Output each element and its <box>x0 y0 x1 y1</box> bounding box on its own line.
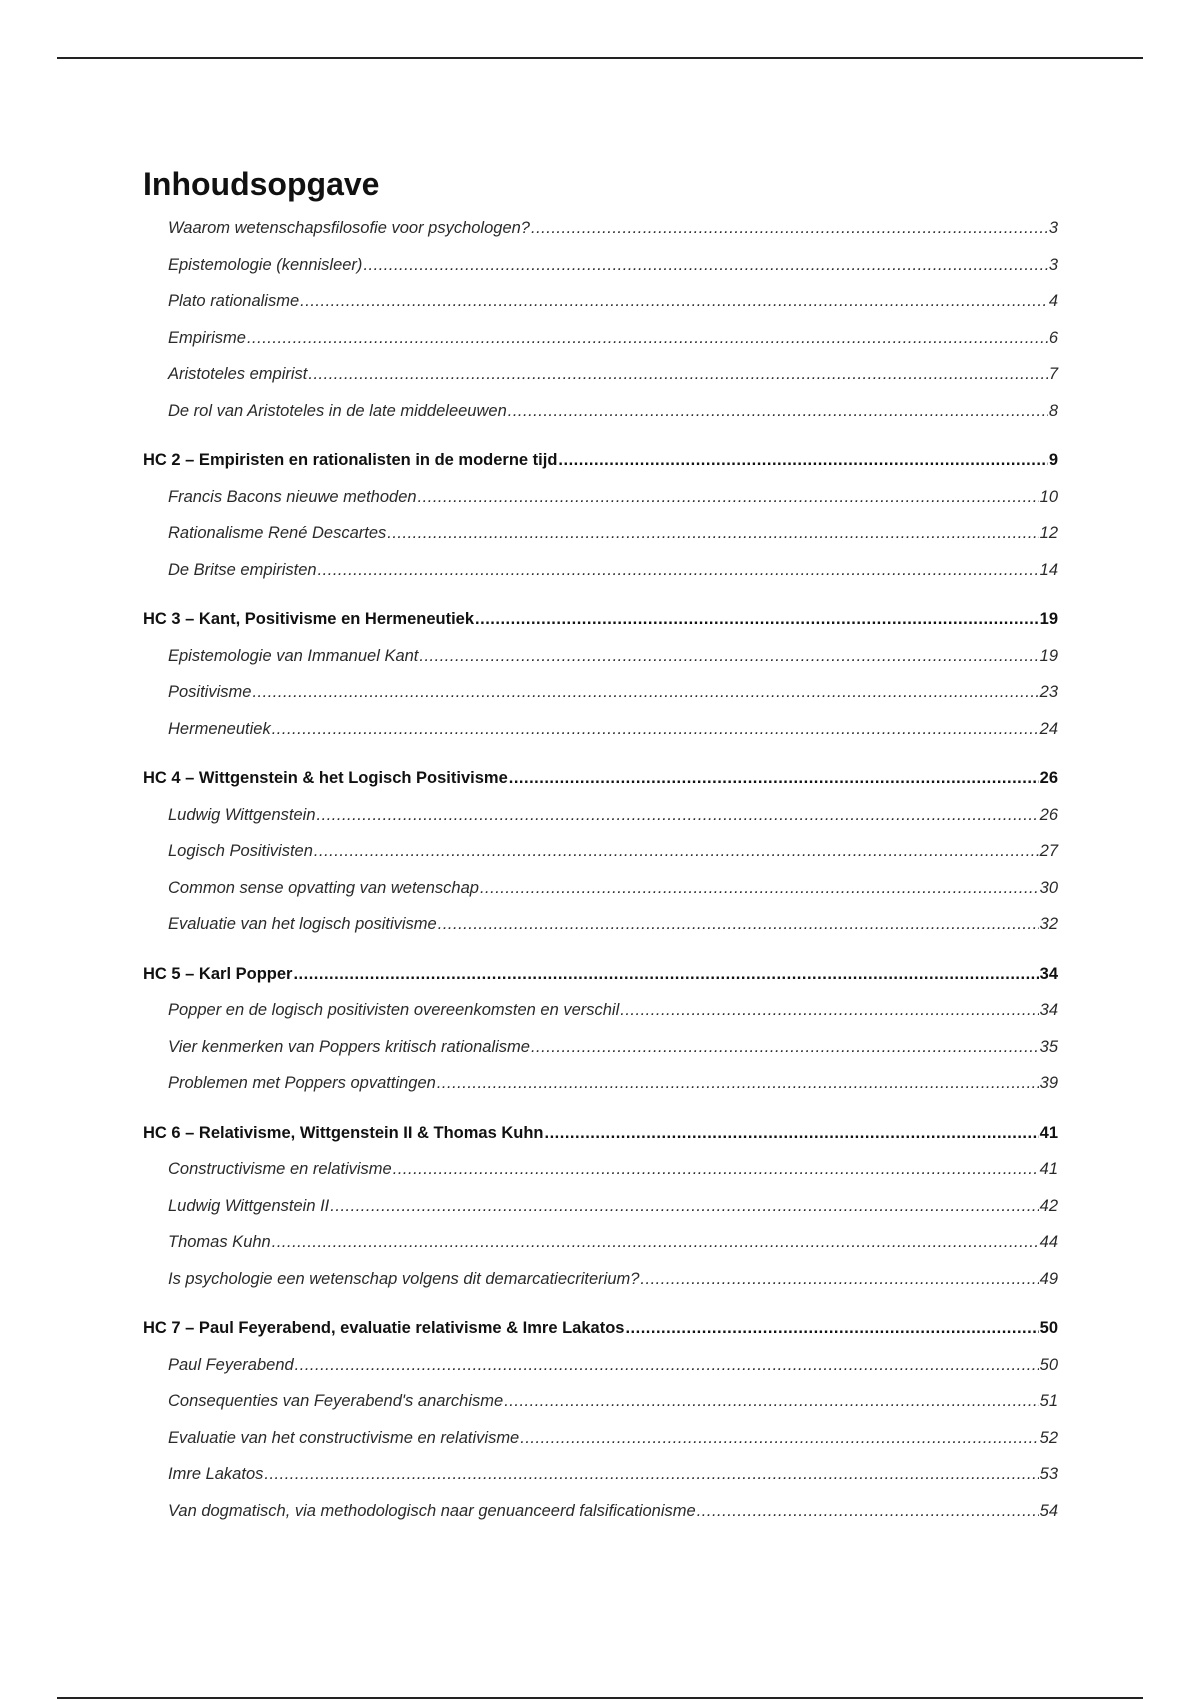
toc-entry-label: Popper en de logisch positivisten overeenkomsten en verschil <box>168 1001 620 1019</box>
dot-leader <box>640 1261 1038 1298</box>
toc-entry-page-number: 34 <box>1039 964 1058 983</box>
dot-leader <box>418 479 1039 516</box>
toc-section-link[interactable] <box>143 674 1058 711</box>
dot-leader <box>363 247 1047 284</box>
toc-section-link[interactable] <box>143 1383 1058 1420</box>
toc-chapter-link[interactable] <box>143 1310 1058 1347</box>
dot-leader <box>504 1383 1038 1420</box>
dot-leader <box>300 283 1048 320</box>
table-of-contents <box>143 164 1058 1529</box>
toc-entry-page-number: 3 <box>1048 219 1058 237</box>
toc-section-link[interactable] <box>143 210 1058 247</box>
toc-section-link[interactable] <box>143 479 1058 516</box>
toc-entry-page-number: 41 <box>1039 1160 1058 1178</box>
toc-entry-page-number: 4 <box>1048 292 1058 310</box>
toc-entry-label: HC 5 – Karl Popper <box>143 964 293 983</box>
toc-entry-page-number: 32 <box>1039 915 1058 933</box>
toc-entry-label: Problemen met Poppers opvattingen <box>168 1074 436 1092</box>
toc-entry-label: Logisch Positivisten <box>168 842 313 860</box>
toc-entry-page-number: 27 <box>1039 842 1058 860</box>
toc-entry-page-number: 26 <box>1039 805 1058 824</box>
toc-chapter-link[interactable] <box>143 601 1058 638</box>
toc-section-link[interactable] <box>143 833 1058 870</box>
toc-entry-label: Francis Bacons nieuwe methoden <box>168 487 417 506</box>
dot-leader <box>419 638 1038 675</box>
dot-leader <box>247 320 1048 357</box>
toc-entry-label: Aristoteles empirist <box>168 365 308 383</box>
toc-entry-label: Vier kenmerken van Poppers kritisch rationalisme <box>168 1037 530 1056</box>
toc-entry-page-number: 7 <box>1048 365 1058 383</box>
toc-entry-label: HC 6 – Relativisme, Wittgenstein II & Thomas Kuhn <box>143 1123 544 1142</box>
toc-section-link[interactable] <box>143 1347 1058 1384</box>
toc-chapter-link[interactable] <box>143 956 1058 993</box>
toc-entry-page-number: 30 <box>1039 878 1058 897</box>
toc-section-link[interactable] <box>143 906 1058 943</box>
footer-rule <box>57 1697 1143 1699</box>
toc-entry-label: Ludwig Wittgenstein <box>168 805 316 824</box>
toc-entry-page-number: 8 <box>1048 401 1058 420</box>
dot-leader <box>531 1029 1039 1066</box>
toc-section-link[interactable] <box>143 515 1058 552</box>
toc-chapter-link[interactable] <box>143 760 1058 797</box>
toc-entry-page-number: 14 <box>1039 560 1058 579</box>
toc-section-link[interactable] <box>143 1188 1058 1225</box>
dot-leader <box>308 356 1047 393</box>
toc-entry-page-number: 35 <box>1039 1037 1058 1056</box>
toc-entry-label: HC 4 – Wittgenstein & het Logisch Positivisme <box>143 769 508 787</box>
dot-leader <box>480 870 1039 907</box>
toc-section-link[interactable] <box>143 247 1058 284</box>
toc-section-link[interactable] <box>143 1261 1058 1298</box>
toc-entry-label: Plato rationalisme <box>168 292 300 310</box>
dot-leader <box>475 601 1039 638</box>
dot-leader <box>393 1151 1039 1188</box>
toc-title: Inhoudsopgave <box>143 166 380 202</box>
dot-leader <box>558 442 1047 479</box>
toc-entry-label: Consequenties van Feyerabend's anarchisme <box>168 1392 504 1410</box>
toc-entry-page-number: 19 <box>1039 646 1058 665</box>
toc-section-link[interactable] <box>143 283 1058 320</box>
toc-entry-label: Evaluatie van het constructivisme en relativisme <box>168 1428 520 1447</box>
toc-section-link[interactable] <box>143 1456 1058 1493</box>
dot-leader <box>438 906 1039 943</box>
toc-section-link[interactable] <box>143 1420 1058 1457</box>
toc-chapter-link[interactable] <box>143 1115 1058 1152</box>
dot-leader <box>317 797 1039 834</box>
toc-section-link[interactable] <box>143 552 1058 589</box>
dot-leader <box>272 711 1039 748</box>
dot-leader <box>295 1347 1039 1384</box>
toc-entry-page-number: 34 <box>1039 1001 1058 1019</box>
toc-entry-label: Rationalisme René Descartes <box>168 524 387 542</box>
dot-leader <box>531 210 1048 247</box>
toc-section-link[interactable] <box>143 797 1058 834</box>
toc-section-link[interactable] <box>143 1151 1058 1188</box>
toc-section-link[interactable] <box>143 870 1058 907</box>
toc-entry-page-number: 26 <box>1039 769 1058 787</box>
toc-entry-label: Paul Feyerabend <box>168 1355 294 1374</box>
dot-leader <box>387 515 1038 552</box>
dot-leader <box>620 992 1038 1029</box>
toc-entry-page-number: 12 <box>1039 524 1058 542</box>
toc-entries <box>143 210 1058 1529</box>
dot-leader <box>293 956 1038 993</box>
toc-section-link[interactable] <box>143 638 1058 675</box>
toc-entry-page-number: 50 <box>1039 1319 1058 1337</box>
toc-entry-label: Positivisme <box>168 683 252 701</box>
toc-entry-label: De rol van Aristoteles in de late middeleeuwen <box>168 401 507 420</box>
toc-entry-page-number: 54 <box>1039 1501 1058 1520</box>
toc-section-link[interactable] <box>143 711 1058 748</box>
toc-entry-page-number: 10 <box>1039 487 1058 506</box>
toc-entry-label: De Britse empiristen <box>168 560 317 579</box>
toc-chapter-link[interactable] <box>143 442 1058 479</box>
dot-leader <box>318 552 1039 589</box>
dot-leader <box>314 833 1039 870</box>
dot-leader <box>272 1224 1039 1261</box>
dot-leader <box>625 1310 1038 1347</box>
toc-entry-label: HC 3 – Kant, Positivisme en Hermeneutiek <box>143 610 475 628</box>
toc-entry-label: Is psychologie een wetenschap volgens dit demarcatiecriterium? <box>168 1269 640 1288</box>
toc-entry-page-number: 39 <box>1039 1074 1058 1092</box>
toc-entry-label: Evaluatie van het logisch positivisme <box>168 915 437 933</box>
dot-leader <box>697 1493 1039 1530</box>
toc-entry-label: HC 7 – Paul Feyerabend, evaluatie relativisme & Imre Lakatos <box>143 1319 625 1337</box>
toc-entry-page-number: 6 <box>1048 328 1058 347</box>
dot-leader <box>545 1115 1039 1152</box>
toc-section-link[interactable] <box>143 1224 1058 1261</box>
toc-entry-page-number: 3 <box>1048 255 1058 274</box>
toc-entry-label: Imre Lakatos <box>168 1465 264 1483</box>
toc-entry-page-number: 42 <box>1039 1196 1058 1215</box>
toc-entry-page-number: 50 <box>1039 1355 1058 1374</box>
toc-entry-page-number: 53 <box>1039 1465 1058 1483</box>
toc-entry-label: Van dogmatisch, via methodologisch naar genuanceerd falsificationisme <box>168 1501 696 1520</box>
toc-section-link[interactable] <box>143 320 1058 357</box>
toc-entry-label: Constructivisme en relativisme <box>168 1160 392 1178</box>
toc-entry-label: Waarom wetenschapsfilosofie voor psychologen? <box>168 219 530 237</box>
toc-section-link[interactable] <box>143 1065 1058 1102</box>
dot-leader <box>437 1065 1039 1102</box>
dot-leader <box>264 1456 1038 1493</box>
toc-entry-label: Ludwig Wittgenstein II <box>168 1196 330 1215</box>
toc-section-link[interactable] <box>143 1029 1058 1066</box>
toc-entry-label: Empirisme <box>168 328 246 347</box>
toc-entry-page-number: 19 <box>1039 610 1058 628</box>
toc-entry-page-number: 52 <box>1039 1428 1058 1447</box>
header-rule <box>57 57 1143 59</box>
toc-entry-page-number: 23 <box>1039 683 1058 701</box>
dot-leader <box>509 760 1039 797</box>
dot-leader <box>520 1420 1038 1457</box>
toc-section-link[interactable] <box>143 393 1058 430</box>
toc-entry-page-number: 51 <box>1039 1392 1058 1410</box>
toc-entry-label: Common sense opvatting van wetenschap <box>168 878 479 897</box>
toc-entry-page-number: 49 <box>1039 1269 1058 1288</box>
toc-section-link[interactable] <box>143 356 1058 393</box>
dot-leader <box>508 393 1048 430</box>
toc-section-link[interactable] <box>143 1493 1058 1530</box>
toc-entry-label: Thomas Kuhn <box>168 1233 271 1251</box>
toc-entry-page-number: 9 <box>1048 451 1058 469</box>
dot-leader <box>252 674 1038 711</box>
toc-entry-label: Hermeneutiek <box>168 719 271 738</box>
toc-entry-page-number: 44 <box>1039 1233 1058 1251</box>
toc-entry-page-number: 24 <box>1039 719 1058 738</box>
toc-entry-page-number: 41 <box>1039 1123 1058 1142</box>
toc-entry-label: Epistemologie van Immanuel Kant <box>168 646 419 665</box>
toc-entry-label: HC 2 – Empiristen en rationalisten in de moderne tijd <box>143 451 558 469</box>
toc-entry-label: Epistemologie (kennisleer) <box>168 255 363 274</box>
dot-leader <box>330 1188 1038 1225</box>
toc-section-link[interactable] <box>143 992 1058 1029</box>
